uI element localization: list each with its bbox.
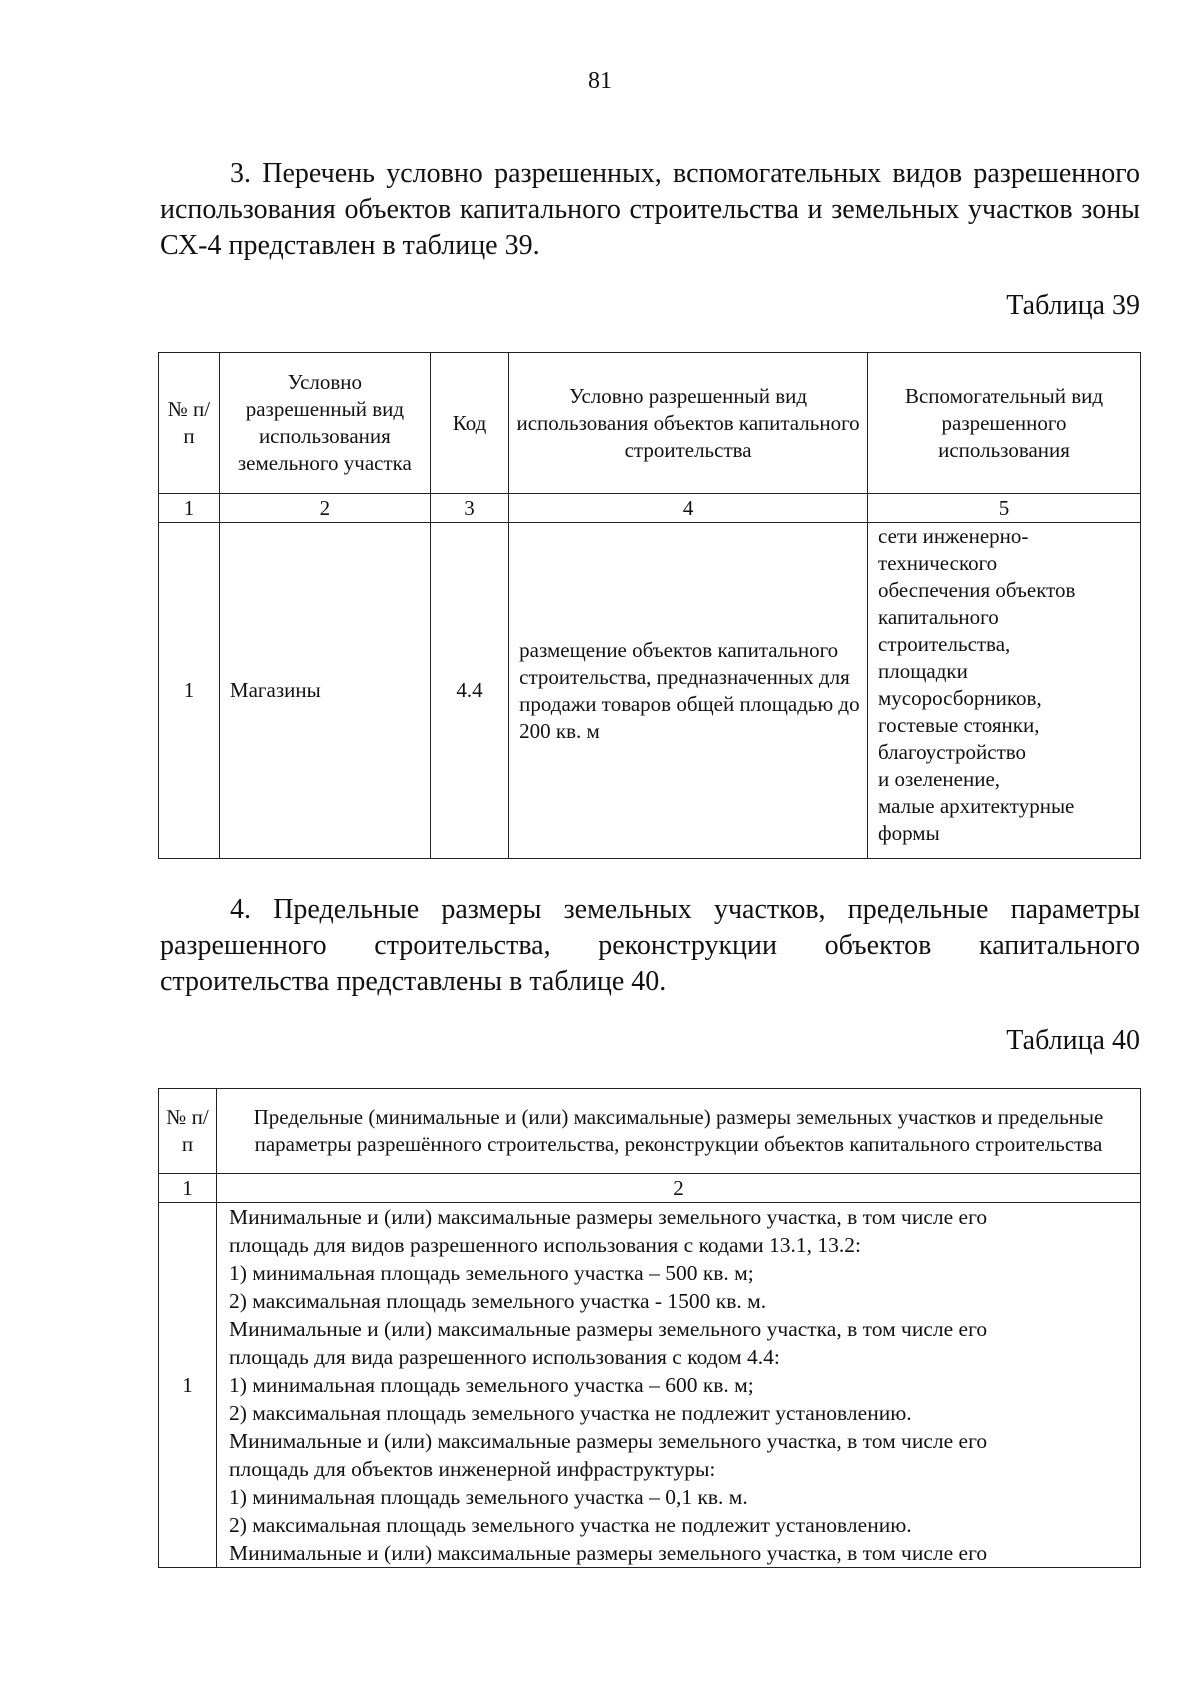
section-3-paragraph [160, 156, 1140, 264]
section-3-text: 3. Перечень условно разрешенных, вспомогательных видов разрешенного использования объектов капитального строительства и земельных участков зоны СХ-4 представлен в таблице 39. [160, 158, 1140, 261]
table-40-header-num: № п/п [159, 1089, 217, 1174]
table-39-auxiliary-cell [868, 523, 1141, 859]
auxiliary-line: мусоросборников, [878, 686, 1042, 710]
parameter-line: 1) минимальная площадь земельного участка – 600 кв. м; [228, 1373, 754, 1397]
table-row [159, 1203, 1141, 1568]
table-40-row-num: 1 [159, 1203, 217, 1568]
table-39-column-numbers-row [159, 494, 1141, 523]
table-39-header-object-use: Условно разрешенный вид использования объектов капитального строительства [509, 353, 868, 494]
parameter-line: Минимальные и (или) максимальные размеры земельного участка, в том числе его [228, 1429, 988, 1453]
table-40-colnum: 1 [159, 1174, 217, 1203]
table-40-caption: Таблица 40 [1006, 1025, 1140, 1056]
table-40-column-numbers-row [159, 1174, 1141, 1203]
table-39-header-land-use: Условно разрешенный вид использования земельного участка [219, 353, 430, 494]
table-39-header-auxiliary: Вспомогательный вид разрешенного использования [868, 353, 1141, 494]
table-39-colnum: 4 [509, 494, 868, 523]
auxiliary-line: капитального [878, 605, 999, 629]
table-39-code-cell: 4.4 [430, 523, 508, 859]
auxiliary-line: площадки [878, 659, 968, 683]
page-number: 81 [588, 68, 612, 94]
table-row [159, 523, 1141, 859]
auxiliary-line: сети инженерно- [878, 524, 1029, 548]
table-39-colnum: 5 [868, 494, 1141, 523]
table-40-parameters-cell [216, 1203, 1140, 1568]
table-39-caption: Таблица 39 [1006, 290, 1140, 321]
table-39-colnum: 2 [219, 494, 430, 523]
auxiliary-line: благоустройство [878, 740, 1027, 764]
table-39-colnum: 3 [430, 494, 508, 523]
auxiliary-line: обеспечения объектов [878, 578, 1076, 602]
auxiliary-line: строительства, [878, 632, 1011, 656]
table-40-header-row [159, 1089, 1141, 1174]
section-4-text: 4. Предельные размеры земельных участков, предельные параметры разрешенного строительства, реконструкции объектов капитального строительства представлены в таблице 40. [160, 894, 1140, 997]
table-40-header-parameters: Предельные (минимальные и (или) максимальные) размеры земельных участков и предельные параметры разрешённого строительства, реконструкции объектов капитального строительства [216, 1089, 1140, 1174]
auxiliary-line: и озеленение, [878, 767, 1001, 791]
parameter-line: 2) максимальная площадь земельного участка не подлежит установлению. [228, 1513, 912, 1537]
table-39-header-row [159, 353, 1141, 494]
table-39-colnum: 1 [159, 494, 220, 523]
section-4-paragraph [160, 892, 1140, 1000]
auxiliary-line: малые архитектурные [878, 794, 1075, 818]
auxiliary-line: технического [878, 551, 998, 575]
parameter-line: площадь для объектов инженерной инфраструктуры: [228, 1457, 716, 1481]
parameter-line: площадь для вида разрешенного использования с кодом 4.4: [228, 1345, 780, 1369]
table-40-colnum: 2 [216, 1174, 1140, 1203]
table-39 [158, 352, 1141, 859]
table-39-header-code: Код [430, 353, 508, 494]
auxiliary-line: гостевые стоянки, [878, 713, 1040, 737]
parameter-line: 1) минимальная площадь земельного участка – 500 кв. м; [228, 1261, 754, 1285]
parameter-line: Минимальные и (или) максимальные размеры земельного участка, в том числе его [228, 1205, 988, 1229]
parameter-line: 2) максимальная площадь земельного участка не подлежит установлению. [228, 1401, 912, 1425]
parameter-line: Минимальные и (или) максимальные размеры земельного участка, в том числе его [228, 1317, 988, 1341]
table-39-row-num: 1 [159, 523, 220, 859]
parameter-line: площадь для видов разрешенного использования с кодами 13.1, 13.2: [228, 1233, 862, 1257]
parameter-line: 1) минимальная площадь земельного участка – 0,1 кв. м. [228, 1485, 748, 1509]
parameter-line: 2) максимальная площадь земельного участка - 1500 кв. м. [228, 1289, 767, 1313]
table-39-land-use-cell: Магазины [219, 523, 430, 859]
auxiliary-line: формы [878, 821, 940, 845]
table-39-object-use-cell: размещение объектов капитального строительства, предназначенных для продажи товаров общей площадью до 200 кв. м [509, 523, 868, 859]
table-40 [158, 1088, 1141, 1568]
parameter-line: Минимальные и (или) максимальные размеры земельного участка, в том числе его [228, 1541, 988, 1565]
table-39-header-num: № п/п [159, 353, 220, 494]
